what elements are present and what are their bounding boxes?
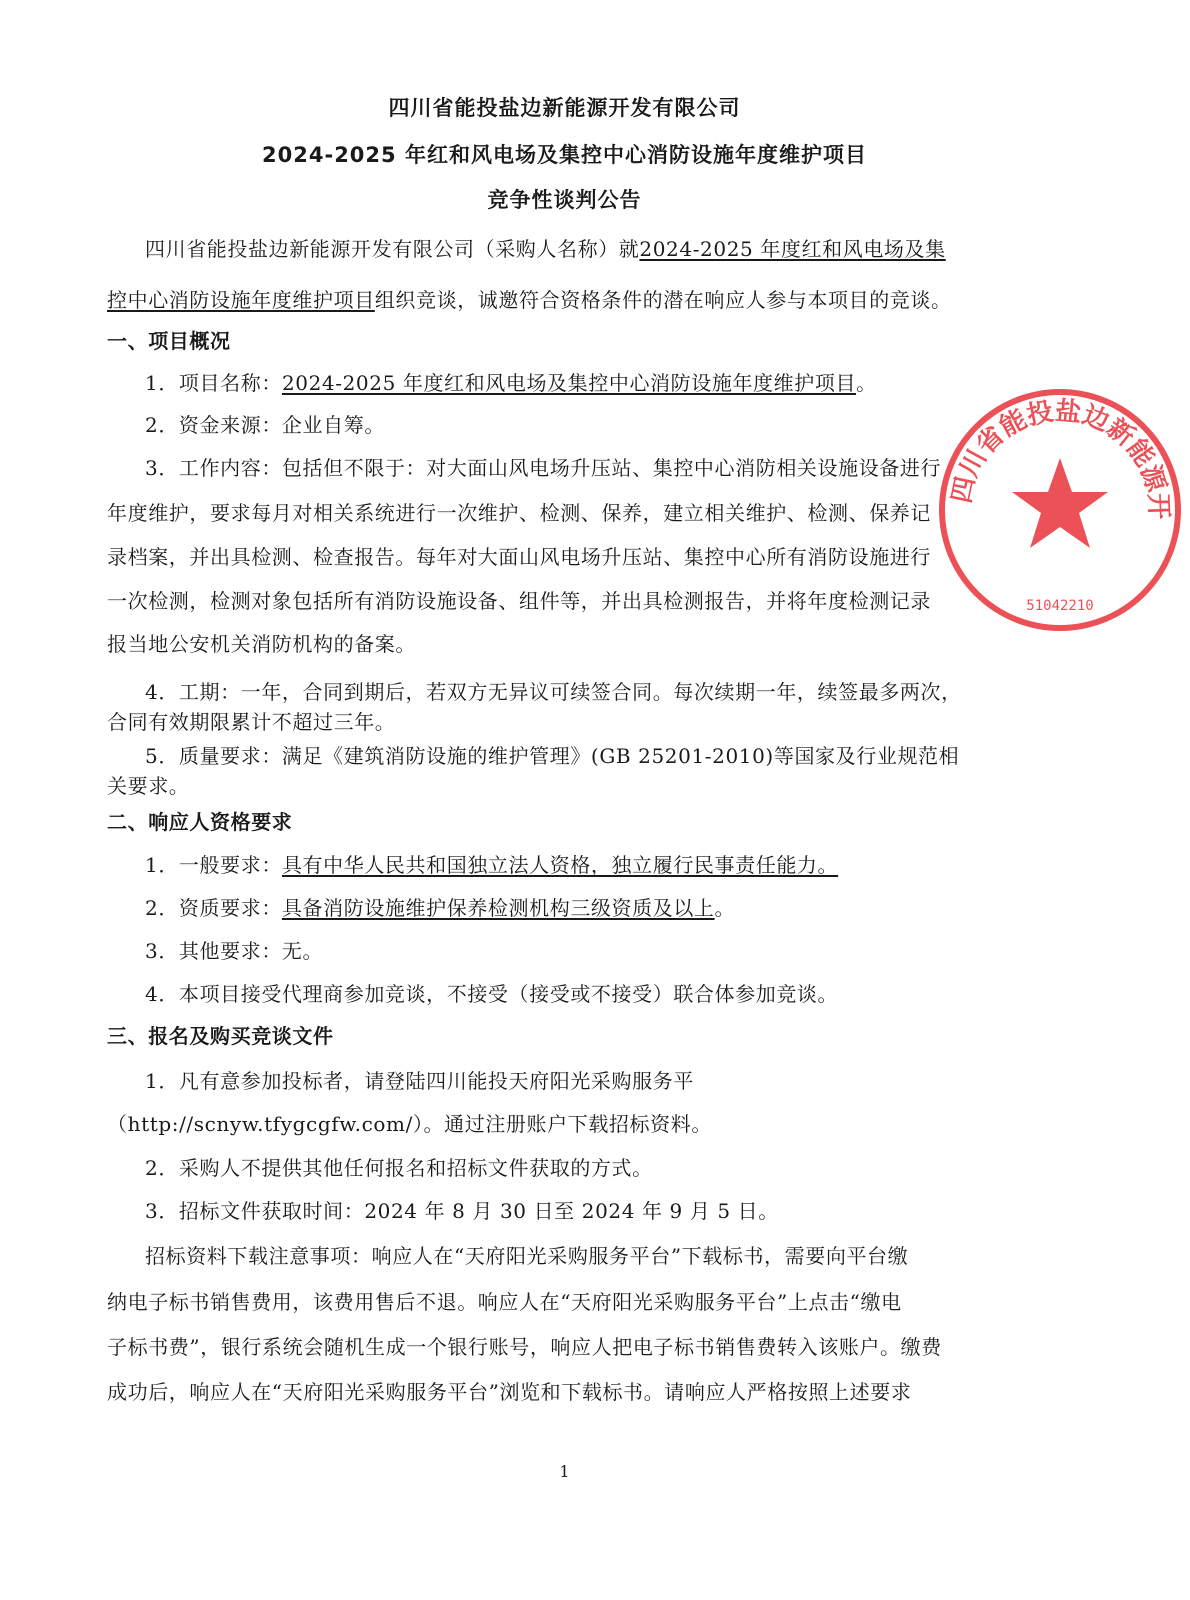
- s1-item-4-line-1: 4．工期：一年，合同到期后，若双方无异议可续签合同。每次续期一年，续签最多两次，: [145, 680, 962, 704]
- s1-item-5-line-1: 5．质量要求：满足《建筑消防设施的维护管理》(GB 25201-2010)等国家及行业规范相: [145, 744, 960, 768]
- s1-item-5-line-2: 关要求。: [107, 774, 190, 798]
- company-title: 四川省能投盐边新能源开发有限公司: [388, 96, 741, 120]
- intro-project-name: 2024-2025 年度红和风电场及集: [639, 237, 946, 261]
- s1-item-3-line-1: 3．工作内容：包括但不限于：对大面山风电场升压站、集控中心消防相关设施设备进行: [145, 456, 942, 480]
- s2-item-3: 3．其他要求：无。: [145, 939, 324, 963]
- s3-note-line-4: 成功后，响应人在“天府阳光采购服务平台”浏览和下载标书。请响应人严格按照上述要求: [107, 1380, 912, 1404]
- section-1-heading: 一、项目概况: [107, 329, 231, 353]
- s2-item-1-value: 具有中华人民共和国独立法人资格，独立履行民事责任能力。: [281, 853, 839, 877]
- document-type-title: 竞争性谈判公告: [487, 188, 642, 212]
- s1-item-3-line-2: 年度维护，要求每月对相关系统进行一次维护、检测、保养，建立相关维护、检测、保养记: [107, 501, 931, 525]
- s2-item-1-label: 1．一般要求：: [145, 853, 282, 877]
- s3-item-1-line-2: （http://scnyw.tfygcgfw.com/）。通过注册账户下载招标资料。: [107, 1112, 712, 1136]
- section-2-heading: 二、响应人资格要求: [107, 810, 293, 834]
- s3-note-line-1: 招标资料下载注意事项：响应人在“天府阳光采购服务平台”下载标书，需要向平台缴: [145, 1244, 909, 1268]
- s2-item-4: 4．本项目接受代理商参加竞谈，不接受（接受或不接受）联合体参加竞谈。: [145, 982, 839, 1006]
- s1-item-3-line-3: 录档案，并出具检测、检查报告。每年对大面山风电场升压站、集控中心所有消防设施进行: [107, 545, 931, 569]
- s3-note-line-3: 子标书费”，银行系统会随机生成一个银行账号，响应人把电子标书销售费转入该账户。缴费: [107, 1335, 942, 1359]
- s1-item-1: [145, 367, 1005, 396]
- s1-item-1-label: 1．项目名称：: [145, 371, 282, 395]
- s2-item-2: [145, 892, 1005, 921]
- page-number: 1: [559, 1462, 570, 1481]
- s3-item-3: 3．招标文件获取时间：2024 年 8 月 30 日至 2024 年 9 月 5 日。: [145, 1199, 779, 1223]
- s1-item-1-value: 2024-2025 年度红和风电场及集控中心消防设施年度维护项目: [281, 371, 857, 395]
- s2-item-2-end: 。: [714, 896, 736, 920]
- intro-line-2: [107, 284, 1007, 313]
- s1-item-3-line-4: 一次检测，检测对象包括所有消防设施设备、组件等，并出具检测报告，并将年度检测记录: [107, 589, 931, 613]
- s1-item-3-line-5: 报当地公安机关消防机构的备案。: [107, 632, 416, 656]
- s2-item-1: [145, 849, 1005, 878]
- company-seal-icon: [930, 380, 1190, 640]
- s3-item-2: 2．采购人不提供其他任何报名和招标文件获取的方式。: [145, 1156, 653, 1180]
- intro-text-cont: 组织竞谈，诚邀符合资格条件的潜在响应人参与本项目的竞谈。: [374, 288, 952, 312]
- s2-item-2-label: 2．资质要求：: [145, 896, 282, 920]
- svg-text:51042210: 51042210: [1026, 598, 1094, 614]
- s3-note-line-2: 纳电子标书销售费用，该费用售后不退。响应人在“天府阳光采购服务平台”上点击“缴电: [107, 1290, 902, 1314]
- section-3-heading: 三、报名及购买竞谈文件: [107, 1024, 334, 1048]
- intro-line-1: [145, 233, 1005, 262]
- s1-item-4-line-2: 合同有效期限累计不超过三年。: [107, 710, 396, 734]
- s3-item-1-line-1: 1．凡有意参加投标者，请登陆四川能投天府阳光采购服务平: [145, 1069, 694, 1093]
- intro-project-name-cont: 控中心消防设施年度维护项目: [107, 288, 375, 312]
- svg-text:四川省能投盐边新能源开: 四川省能投盐边新能源开: [946, 396, 1174, 520]
- intro-text: 四川省能投盐边新能源开发有限公司（采购人名称）就: [145, 237, 640, 261]
- project-title: 2024-2025 年红和风电场及集控中心消防设施年度维护项目: [262, 143, 867, 167]
- s2-item-2-value: 具备消防设施维护保养检测机构三级资质及以上: [281, 896, 715, 920]
- s1-item-1-end: 。: [856, 371, 877, 395]
- s1-item-2: 2．资金来源：企业自筹。: [145, 413, 385, 437]
